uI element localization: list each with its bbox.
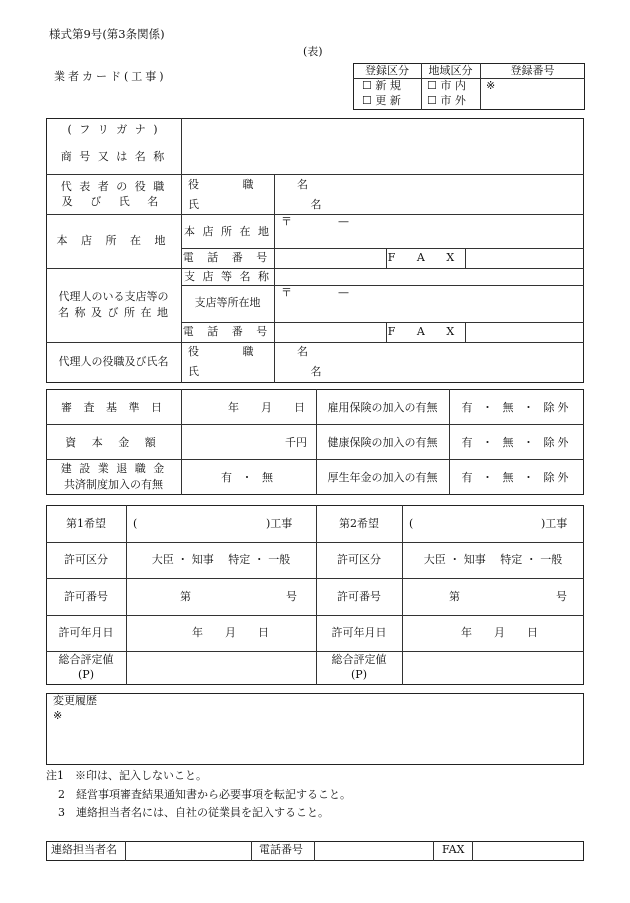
hope1-paren: ( <box>133 517 138 530</box>
change-history-mark: ※ <box>53 709 63 722</box>
page-title: 業者カード(工事) <box>54 70 167 83</box>
agent-name-label: 氏 名 <box>188 365 376 378</box>
branch-postal-mark: 〒 <box>281 286 292 299</box>
health-insurance-value: 有 ・ 無 ・ 除外 <box>461 436 572 449</box>
contact-table <box>46 841 584 861</box>
kentai-value: 有 ・ 無 <box>221 471 276 484</box>
reg-number-mark: ※ <box>486 79 496 92</box>
pension-value: 有 ・ 無 ・ 除外 <box>461 471 572 484</box>
agent-label: 代理人の役職及び氏名 <box>58 355 169 368</box>
contact-phone-label: 電話番号 <box>259 843 303 856</box>
rep-title-label: 役 職 名 <box>188 178 328 191</box>
permit-number-gou-2: 号 <box>556 590 567 603</box>
checkbox-new[interactable]: ☐ 新 規 <box>362 79 401 92</box>
permit-number-gou-1: 号 <box>286 590 297 603</box>
hq-address-group-label: 本 店 所 在 地 <box>56 234 171 247</box>
score-label-2a: 総合評定値 <box>331 653 387 666</box>
checkbox-outside-city[interactable]: ☐ 市 外 <box>427 94 466 107</box>
agent-title-label: 役 職 名 <box>188 345 328 358</box>
hq-postal-mark: 〒 <box>281 215 292 228</box>
hq-address-label: 本 店 所 在 地 <box>184 225 271 238</box>
representative-label-2: 及 び 氏 名 <box>61 195 166 208</box>
employment-insurance-label: 雇用保険の加入の有無 <box>327 401 438 414</box>
employment-insurance-value: 有 ・ 無 ・ 除外 <box>461 401 572 414</box>
kentai-label-1: 建 設 業 退 職 金 <box>60 462 167 475</box>
health-insurance-label: 健康保険の加入の有無 <box>327 436 438 449</box>
furigana-label: ( フ リ ガ ナ ) <box>67 123 160 136</box>
permit-number-dai-2: 第 <box>449 590 460 603</box>
trade-name-label: 商 号 又 は 名 称 <box>60 150 167 163</box>
permit-date-value-2: 年 月 日 <box>461 626 538 639</box>
permit-date-label-2: 許可年月日 <box>331 626 387 639</box>
branch-address-label: 支店等所在地 <box>194 296 261 309</box>
hq-fax-label: F A X <box>387 251 464 264</box>
permit-type-label-1: 許可区分 <box>64 553 108 566</box>
branch-fax-label: F A X <box>387 325 464 338</box>
permit-date-label-1: 許可年月日 <box>58 626 114 639</box>
representative-label-1: 代 表 者 の 役 職 <box>60 180 167 193</box>
reg-number-header: 登録番号 <box>510 64 555 77</box>
hope2-kouji: )工事 <box>541 517 568 530</box>
capital-label: 資 本 金 額 <box>65 436 162 449</box>
checkbox-inside-city[interactable]: ☐ 市 内 <box>427 79 466 92</box>
form-number: 様式第9号(第3条関係) <box>49 27 165 41</box>
branch-label-1: 代理人のいる支店等の <box>58 290 169 303</box>
permit-number-label-1: 許可番号 <box>64 590 108 603</box>
contact-person-label: 連絡担当者名 <box>51 843 117 856</box>
permit-number-label-2: 許可番号 <box>337 590 381 603</box>
note-3: 3 連絡担当者名には、自社の従業員を記入すること。 <box>58 806 329 819</box>
checkbox-renew[interactable]: ☐ 更 新 <box>362 94 401 107</box>
change-history-label: 変更履歴 <box>53 694 97 707</box>
score-label-2b: (P) <box>351 668 367 681</box>
rep-name-label: 氏 名 <box>188 198 376 211</box>
note-1: 注1 ※印は、記入しないこと。 <box>46 769 207 782</box>
pension-label: 厚生年金の加入の有無 <box>327 471 438 484</box>
hq-postal-dash: — <box>338 215 349 228</box>
score-label-1a: 総合評定値 <box>58 653 114 666</box>
permit-type-label-2: 許可区分 <box>337 553 381 566</box>
hope1-kouji: )工事 <box>266 517 293 530</box>
reg-chiiki-header: 地域区分 <box>428 64 473 77</box>
hope2-label: 第2希望 <box>339 517 379 530</box>
permit-date-value-1: 年 月 日 <box>192 626 269 639</box>
note-2: 2 経営事項審査結果通知書から必要事項を転記すること。 <box>58 788 351 801</box>
score-label-1b: (P) <box>78 668 94 681</box>
side-label: (表) <box>303 45 323 58</box>
review-date-value: 年 月 日 <box>228 401 305 414</box>
hope2-paren: ( <box>409 517 414 530</box>
change-history-box <box>46 693 584 765</box>
permit-type-value-1: 大臣 ・ 知事 特定 ・ 一般 <box>151 553 291 566</box>
permit-number-dai-1: 第 <box>180 590 191 603</box>
reg-kubun-header: 登録区分 <box>365 64 409 77</box>
hq-phone-label: 電 話 番 号 <box>182 251 273 264</box>
contact-fax-label: FAX <box>442 843 465 856</box>
branch-label-2: 名 称 及 び 所 在 地 <box>58 306 169 319</box>
branch-name-label: 支 店 等 名 称 <box>184 270 271 283</box>
capital-unit: 千円 <box>285 436 307 449</box>
branch-phone-label: 電 話 番 号 <box>182 325 273 338</box>
kentai-label-2: 共済制度加入の有無 <box>64 478 163 491</box>
branch-postal-dash: — <box>338 286 349 299</box>
review-date-label: 審 査 基 準 日 <box>61 401 166 414</box>
hope1-label: 第1希望 <box>66 517 106 530</box>
permit-type-value-2: 大臣 ・ 知事 特定 ・ 一般 <box>423 553 563 566</box>
